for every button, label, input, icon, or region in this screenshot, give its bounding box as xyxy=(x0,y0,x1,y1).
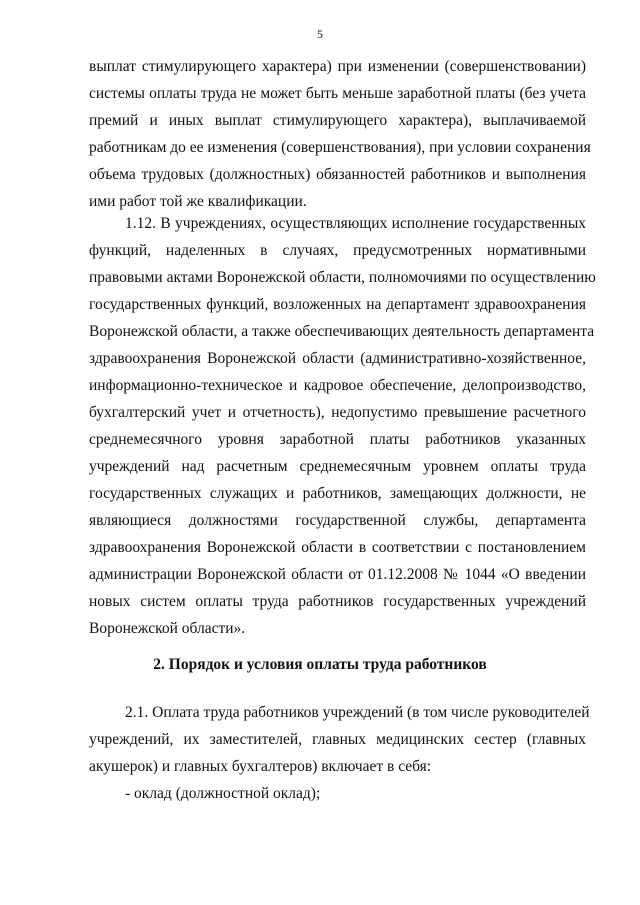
text-line: являющиеся должностями государственной службы, департамента xyxy=(89,512,586,529)
text-line: 1.12. В учреждениях, осуществляющих исполнение государственных xyxy=(125,215,586,232)
paragraph-continuation xyxy=(89,53,591,215)
text-line: правовыми актами Воронежской области, полномочиями по осуществлению xyxy=(89,269,596,286)
paragraph-1-12 xyxy=(89,210,596,642)
text-line: функций, наделенных в случаях, предусмотренных нормативными xyxy=(89,242,586,259)
text-line: выплат стимулирующего характера) при изменении (совершенствовании) xyxy=(89,58,586,75)
text-line: премий и иных выплат стимулирующего характера), выплачиваемой xyxy=(89,112,586,129)
text-line: новых систем оплаты труда работников государственных учреждений xyxy=(89,593,586,610)
text-line: Воронежской области». xyxy=(89,620,246,637)
text-line: здравоохранения Воронежской области (административно-хозяйственное, xyxy=(89,350,586,367)
text-line: учреждений над расчетным среднемесячным уровнем оплаты труда xyxy=(89,458,586,475)
list-item: - оклад (должностной оклад); xyxy=(125,785,321,802)
text-line: учреждений, их заместителей, главных медицинских сестер (главных xyxy=(89,731,586,748)
text-line: работникам до ее изменения (совершенствования), при условии сохранения xyxy=(89,139,591,156)
text-line: системы оплаты труда не может быть меньше заработной платы (без учета xyxy=(89,85,586,102)
text-line: государственных служащих и работников, замещающих должности, не xyxy=(89,485,586,502)
text-line: 2.1. Оплата труда работников учреждений (в том числе руководителей xyxy=(125,704,590,721)
text-line: среднемесячного уровня заработной платы работников указанных xyxy=(89,431,586,448)
text-line: Воронежской области, а также обеспечивающих деятельность департамента xyxy=(89,323,595,340)
text-line: государственных функций, возложенных на департамент здравоохранения xyxy=(89,296,586,313)
text-line: бухгалтерский учет и отчетность), недопустимо превышение расчетного xyxy=(89,404,586,421)
paragraph-2-1 xyxy=(89,699,590,807)
text-line: здравоохранения Воронежской области в соответствии с постановлением xyxy=(89,539,586,556)
text-line: ими работ той же квалификации. xyxy=(89,193,307,210)
page-number: 5 xyxy=(317,27,323,41)
text-line: объема трудовых (должностных) обязанностей работников и выполнения xyxy=(89,166,586,183)
text-line: информационно-техническое и кадровое обеспечение, делопроизводство, xyxy=(89,377,586,394)
text-line: акушерок) и главных бухгалтеров) включает в себя: xyxy=(89,758,432,775)
text-line: администрации Воронежской области от 01.12.2008 № 1044 «О введении xyxy=(89,566,586,583)
section-heading: 2. Порядок и условия оплаты труда работников xyxy=(153,656,487,673)
